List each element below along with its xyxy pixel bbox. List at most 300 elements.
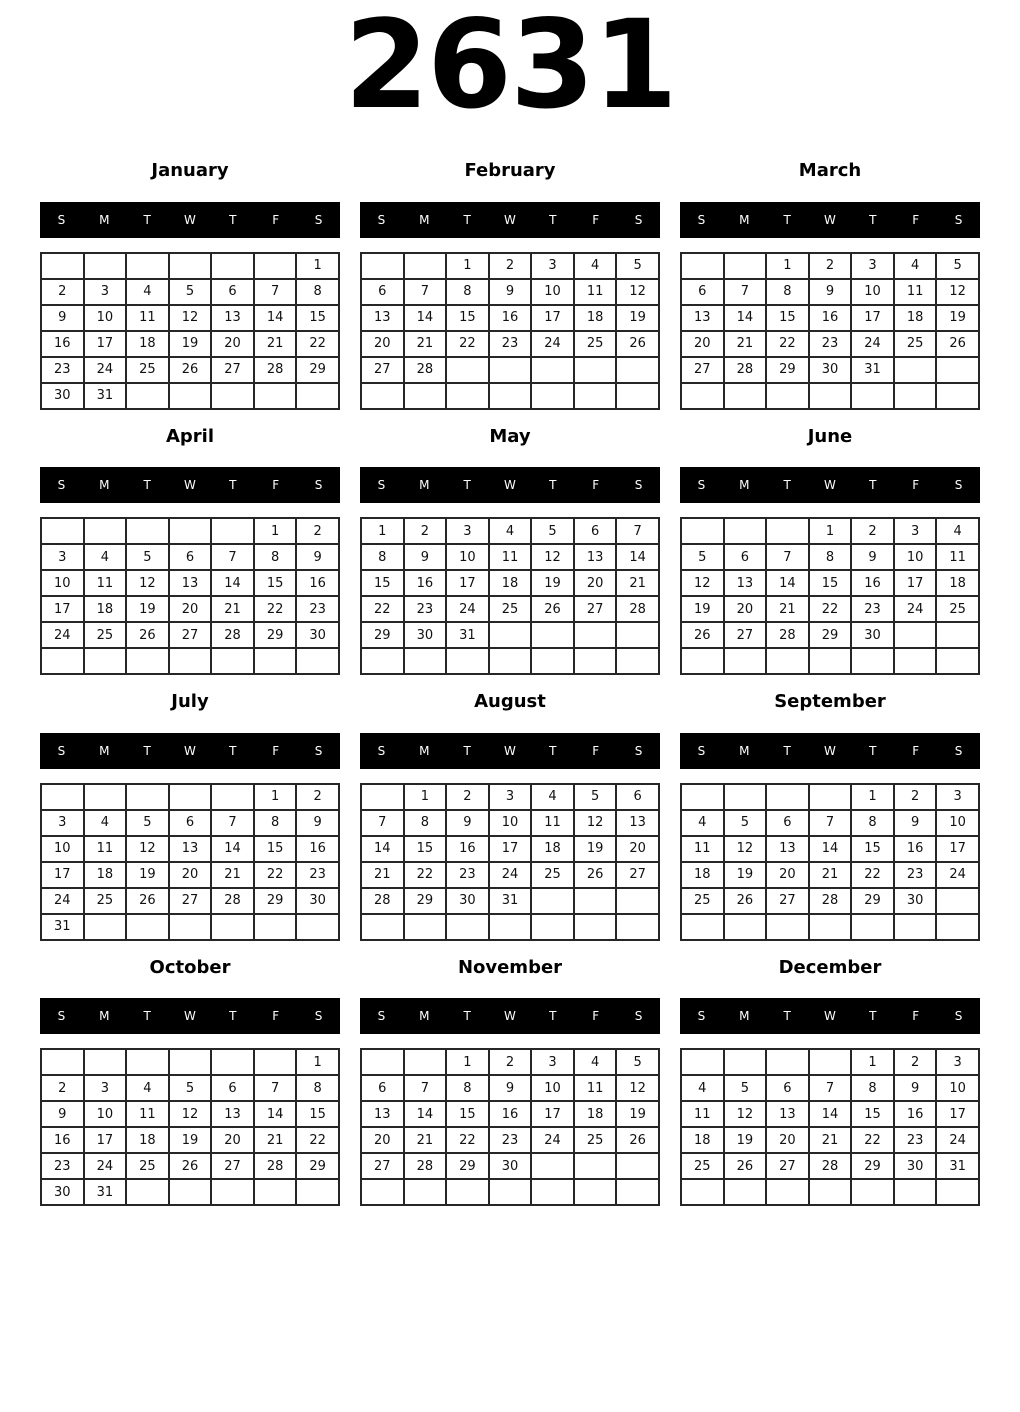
- weekday-label: S: [314, 1009, 323, 1024]
- day-cell: 11: [574, 1075, 617, 1101]
- empty-day-cell: [41, 1049, 84, 1075]
- empty-day-cell: [489, 1179, 532, 1205]
- day-cell: 24: [84, 1153, 127, 1179]
- month-block: [360, 691, 660, 941]
- day-cell: 13: [211, 1101, 254, 1127]
- month-title: September: [774, 691, 886, 713]
- empty-day-cell: [169, 914, 212, 940]
- empty-day-cell: [936, 357, 979, 383]
- day-cell: 21: [254, 1127, 297, 1153]
- week-row: [41, 357, 339, 383]
- empty-day-cell: [724, 784, 767, 810]
- day-cell: 20: [169, 862, 212, 888]
- day-cell: 8: [296, 279, 339, 305]
- empty-day-cell: [169, 648, 212, 674]
- day-cell: 8: [254, 544, 297, 570]
- day-cell: 29: [361, 622, 404, 648]
- day-cell: 11: [489, 544, 532, 570]
- weekday-label: S: [314, 478, 323, 493]
- day-cell: 29: [254, 888, 297, 914]
- day-cell: 17: [531, 1101, 574, 1127]
- day-cell: 15: [254, 570, 297, 596]
- weekday-label: T: [463, 212, 471, 227]
- day-cell: 11: [84, 836, 127, 862]
- day-cell: 2: [489, 253, 532, 279]
- day-cell: 9: [41, 305, 84, 331]
- week-row: [41, 331, 339, 357]
- day-cell: 28: [766, 622, 809, 648]
- empty-day-cell: [169, 784, 212, 810]
- month-block: [680, 160, 980, 410]
- week-row: [41, 622, 339, 648]
- day-cell: 6: [169, 544, 212, 570]
- weekday-label: S: [697, 478, 706, 493]
- month-block: [360, 957, 660, 1207]
- week-row: [41, 305, 339, 331]
- day-cell: 8: [296, 1075, 339, 1101]
- day-cell: 23: [489, 1127, 532, 1153]
- day-cell: 1: [404, 784, 447, 810]
- day-cell: 18: [894, 305, 937, 331]
- day-cell: 17: [851, 305, 894, 331]
- empty-day-cell: [894, 648, 937, 674]
- month-block: [680, 691, 980, 941]
- day-cell: 19: [531, 570, 574, 596]
- month-title: November: [457, 956, 563, 978]
- week-row: [681, 305, 979, 331]
- day-cell: 7: [361, 810, 404, 836]
- weekday-label: F: [912, 743, 920, 758]
- empty-day-cell: [616, 622, 659, 648]
- week-row: [41, 383, 339, 409]
- day-cell: 1: [296, 253, 339, 279]
- day-grid: [680, 517, 980, 675]
- empty-day-cell: [616, 1179, 659, 1205]
- weekday-label: F: [272, 478, 280, 493]
- week-row: [41, 518, 339, 544]
- day-cell: 14: [361, 836, 404, 862]
- empty-day-cell: [126, 383, 169, 409]
- weekday-label: T: [229, 743, 237, 758]
- day-cell: 21: [616, 570, 659, 596]
- week-row: [681, 888, 979, 914]
- week-row: [41, 810, 339, 836]
- weekday-label: W: [504, 478, 516, 493]
- day-cell: 25: [126, 1153, 169, 1179]
- day-cell: 4: [126, 279, 169, 305]
- empty-day-cell: [766, 383, 809, 409]
- day-cell: 11: [126, 1101, 169, 1127]
- day-cell: 21: [211, 596, 254, 622]
- weekday-label: S: [57, 743, 66, 758]
- empty-day-cell: [851, 648, 894, 674]
- day-cell: 12: [724, 1101, 767, 1127]
- day-cell: 15: [446, 305, 489, 331]
- weekday-header-row: [40, 202, 340, 238]
- day-cell: 15: [809, 570, 852, 596]
- day-cell: 4: [936, 518, 979, 544]
- week-row: [41, 1075, 339, 1101]
- empty-day-cell: [894, 383, 937, 409]
- day-cell: 28: [404, 357, 447, 383]
- weekday-label: S: [57, 478, 66, 493]
- empty-day-cell: [531, 383, 574, 409]
- day-cell: 14: [254, 1101, 297, 1127]
- day-cell: 22: [851, 862, 894, 888]
- weekday-label: F: [592, 1009, 600, 1024]
- day-cell: 12: [169, 305, 212, 331]
- empty-day-cell: [681, 1179, 724, 1205]
- day-cell: 9: [894, 810, 937, 836]
- empty-day-cell: [84, 914, 127, 940]
- day-cell: 27: [169, 888, 212, 914]
- day-grid: [680, 1048, 980, 1206]
- empty-day-cell: [84, 518, 127, 544]
- day-cell: 17: [446, 570, 489, 596]
- week-row: [41, 914, 339, 940]
- day-cell: 16: [489, 1101, 532, 1127]
- week-row: [361, 305, 659, 331]
- empty-day-cell: [254, 1049, 297, 1075]
- week-row: [361, 357, 659, 383]
- weekday-label: T: [549, 212, 557, 227]
- day-cell: 19: [724, 862, 767, 888]
- day-cell: 16: [851, 570, 894, 596]
- day-cell: 22: [766, 331, 809, 357]
- empty-day-cell: [616, 383, 659, 409]
- day-cell: 23: [446, 862, 489, 888]
- day-cell: 10: [41, 836, 84, 862]
- day-cell: 16: [41, 1127, 84, 1153]
- week-row: [681, 862, 979, 888]
- day-cell: 27: [766, 888, 809, 914]
- week-row: [681, 596, 979, 622]
- day-cell: 9: [296, 810, 339, 836]
- weekday-label: F: [592, 212, 600, 227]
- day-cell: 28: [809, 888, 852, 914]
- month-title: April: [165, 425, 215, 447]
- day-cell: 13: [211, 305, 254, 331]
- day-cell: 25: [489, 596, 532, 622]
- week-row: [681, 544, 979, 570]
- empty-day-cell: [936, 1179, 979, 1205]
- weekday-label: T: [549, 743, 557, 758]
- weekday-label: W: [184, 212, 196, 227]
- empty-day-cell: [489, 622, 532, 648]
- empty-day-cell: [531, 357, 574, 383]
- day-cell: 18: [681, 1127, 724, 1153]
- day-cell: 31: [41, 914, 84, 940]
- empty-day-cell: [894, 1179, 937, 1205]
- month-block: [680, 957, 980, 1207]
- empty-day-cell: [169, 518, 212, 544]
- day-cell: 1: [254, 784, 297, 810]
- weekday-label: T: [143, 478, 151, 493]
- empty-day-cell: [724, 383, 767, 409]
- day-cell: 17: [489, 836, 532, 862]
- weekday-label: W: [504, 212, 516, 227]
- day-cell: 12: [574, 810, 617, 836]
- day-cell: 23: [851, 596, 894, 622]
- empty-day-cell: [169, 1179, 212, 1205]
- day-grid: [40, 783, 340, 941]
- week-row: [361, 1101, 659, 1127]
- day-cell: 25: [681, 1153, 724, 1179]
- empty-day-cell: [41, 518, 84, 544]
- day-cell: 28: [211, 888, 254, 914]
- week-row: [361, 888, 659, 914]
- day-cell: 7: [254, 279, 297, 305]
- day-cell: 24: [894, 596, 937, 622]
- day-cell: 10: [851, 279, 894, 305]
- day-cell: 15: [851, 836, 894, 862]
- weekday-label: T: [783, 478, 791, 493]
- day-cell: 27: [681, 357, 724, 383]
- day-cell: 27: [361, 357, 404, 383]
- day-cell: 17: [936, 836, 979, 862]
- weekday-header-row: [40, 467, 340, 503]
- weekday-label: T: [869, 212, 877, 227]
- empty-day-cell: [851, 914, 894, 940]
- day-cell: 7: [211, 810, 254, 836]
- day-cell: 12: [724, 836, 767, 862]
- empty-day-cell: [574, 622, 617, 648]
- weekday-label: S: [634, 212, 643, 227]
- day-cell: 3: [446, 518, 489, 544]
- week-row: [41, 1127, 339, 1153]
- weekday-label: F: [272, 212, 280, 227]
- day-cell: 27: [724, 622, 767, 648]
- week-row: [681, 331, 979, 357]
- day-cell: 1: [851, 784, 894, 810]
- day-cell: 10: [41, 570, 84, 596]
- week-row: [41, 862, 339, 888]
- weekday-label: S: [954, 212, 963, 227]
- day-cell: 27: [361, 1153, 404, 1179]
- empty-day-cell: [211, 383, 254, 409]
- day-cell: 17: [41, 596, 84, 622]
- months-grid: [40, 160, 980, 1206]
- empty-day-cell: [169, 383, 212, 409]
- weekday-label: M: [419, 743, 430, 758]
- day-cell: 19: [126, 596, 169, 622]
- day-cell: 18: [531, 836, 574, 862]
- empty-day-cell: [936, 622, 979, 648]
- empty-day-cell: [126, 1179, 169, 1205]
- empty-day-cell: [361, 1049, 404, 1075]
- day-cell: 27: [211, 1153, 254, 1179]
- day-cell: 4: [894, 253, 937, 279]
- week-row: [41, 1049, 339, 1075]
- day-cell: 10: [531, 279, 574, 305]
- empty-day-cell: [681, 784, 724, 810]
- day-cell: 2: [894, 1049, 937, 1075]
- day-cell: 12: [616, 279, 659, 305]
- day-cell: 23: [489, 331, 532, 357]
- day-cell: 19: [724, 1127, 767, 1153]
- day-cell: 15: [851, 1101, 894, 1127]
- month-block: [40, 957, 340, 1207]
- weekday-label: S: [697, 212, 706, 227]
- day-cell: 13: [361, 1101, 404, 1127]
- empty-day-cell: [296, 383, 339, 409]
- day-cell: 16: [894, 836, 937, 862]
- day-cell: 26: [616, 331, 659, 357]
- day-cell: 27: [574, 596, 617, 622]
- day-cell: 10: [446, 544, 489, 570]
- day-cell: 16: [296, 570, 339, 596]
- day-cell: 17: [936, 1101, 979, 1127]
- day-cell: 1: [809, 518, 852, 544]
- week-row: [361, 544, 659, 570]
- day-cell: 9: [446, 810, 489, 836]
- day-cell: 26: [681, 622, 724, 648]
- empty-day-cell: [446, 1179, 489, 1205]
- empty-day-cell: [211, 518, 254, 544]
- day-cell: 8: [446, 279, 489, 305]
- empty-day-cell: [681, 253, 724, 279]
- week-row: [361, 279, 659, 305]
- day-cell: 4: [126, 1075, 169, 1101]
- day-cell: 2: [446, 784, 489, 810]
- empty-day-cell: [681, 1049, 724, 1075]
- day-cell: 17: [84, 331, 127, 357]
- day-cell: 6: [616, 784, 659, 810]
- week-row: [681, 357, 979, 383]
- day-cell: 30: [809, 357, 852, 383]
- day-cell: 1: [254, 518, 297, 544]
- day-cell: 22: [404, 862, 447, 888]
- weekday-label: S: [954, 743, 963, 758]
- day-cell: 27: [211, 357, 254, 383]
- day-cell: 8: [361, 544, 404, 570]
- day-cell: 28: [404, 1153, 447, 1179]
- empty-day-cell: [489, 383, 532, 409]
- weekday-label: T: [229, 1009, 237, 1024]
- day-cell: 28: [616, 596, 659, 622]
- day-cell: 15: [296, 1101, 339, 1127]
- month-block: [680, 426, 980, 676]
- empty-day-cell: [681, 383, 724, 409]
- day-cell: 26: [724, 1153, 767, 1179]
- empty-day-cell: [254, 1179, 297, 1205]
- day-cell: 2: [489, 1049, 532, 1075]
- weekday-label: T: [869, 1009, 877, 1024]
- day-cell: 3: [41, 810, 84, 836]
- day-cell: 13: [616, 810, 659, 836]
- week-row: [681, 1179, 979, 1205]
- week-row: [681, 1075, 979, 1101]
- day-cell: 24: [489, 862, 532, 888]
- day-cell: 1: [766, 253, 809, 279]
- empty-day-cell: [574, 1153, 617, 1179]
- day-cell: 26: [936, 331, 979, 357]
- week-row: [361, 253, 659, 279]
- weekday-label: S: [697, 1009, 706, 1024]
- week-row: [361, 622, 659, 648]
- day-cell: 6: [361, 279, 404, 305]
- empty-day-cell: [766, 518, 809, 544]
- day-cell: 18: [936, 570, 979, 596]
- day-cell: 8: [851, 1075, 894, 1101]
- empty-day-cell: [809, 1179, 852, 1205]
- empty-day-cell: [894, 622, 937, 648]
- empty-day-cell: [894, 357, 937, 383]
- day-cell: 19: [574, 836, 617, 862]
- week-row: [41, 544, 339, 570]
- empty-day-cell: [404, 1179, 447, 1205]
- day-cell: 22: [446, 1127, 489, 1153]
- empty-day-cell: [851, 1179, 894, 1205]
- day-cell: 6: [211, 279, 254, 305]
- week-row: [361, 383, 659, 409]
- empty-day-cell: [169, 253, 212, 279]
- weekday-label: T: [549, 1009, 557, 1024]
- weekday-label: W: [824, 212, 836, 227]
- day-cell: 11: [936, 544, 979, 570]
- day-cell: 17: [531, 305, 574, 331]
- empty-day-cell: [574, 1179, 617, 1205]
- empty-day-cell: [404, 914, 447, 940]
- day-cell: 5: [724, 810, 767, 836]
- day-cell: 21: [361, 862, 404, 888]
- empty-day-cell: [361, 784, 404, 810]
- empty-day-cell: [616, 648, 659, 674]
- day-cell: 14: [211, 570, 254, 596]
- empty-day-cell: [126, 518, 169, 544]
- weekday-header-row: [360, 733, 660, 769]
- day-cell: 16: [894, 1101, 937, 1127]
- day-cell: 30: [296, 622, 339, 648]
- weekday-header-row: [360, 998, 660, 1034]
- weekday-label: F: [912, 478, 920, 493]
- empty-day-cell: [211, 914, 254, 940]
- day-cell: 7: [254, 1075, 297, 1101]
- year-title: 2631: [344, 0, 676, 136]
- day-cell: 26: [574, 862, 617, 888]
- day-cell: 24: [531, 331, 574, 357]
- week-row: [361, 784, 659, 810]
- day-cell: 10: [84, 1101, 127, 1127]
- day-cell: 23: [894, 862, 937, 888]
- week-row: [681, 1153, 979, 1179]
- empty-day-cell: [531, 914, 574, 940]
- day-cell: 15: [361, 570, 404, 596]
- day-cell: 3: [41, 544, 84, 570]
- day-cell: 20: [211, 331, 254, 357]
- day-cell: 5: [126, 810, 169, 836]
- month-block: [40, 160, 340, 410]
- week-row: [41, 253, 339, 279]
- day-cell: 9: [489, 279, 532, 305]
- day-cell: 1: [361, 518, 404, 544]
- day-cell: 29: [296, 357, 339, 383]
- weekday-label: M: [739, 478, 750, 493]
- month-title: October: [149, 956, 231, 978]
- weekday-label: T: [869, 743, 877, 758]
- weekday-label: M: [739, 1009, 750, 1024]
- empty-day-cell: [254, 383, 297, 409]
- weekday-label: W: [824, 1009, 836, 1024]
- day-cell: 10: [936, 1075, 979, 1101]
- week-row: [361, 836, 659, 862]
- weekday-header-row: [360, 202, 660, 238]
- day-cell: 29: [851, 1153, 894, 1179]
- empty-day-cell: [616, 357, 659, 383]
- day-cell: 7: [766, 544, 809, 570]
- empty-day-cell: [936, 383, 979, 409]
- day-cell: 18: [126, 331, 169, 357]
